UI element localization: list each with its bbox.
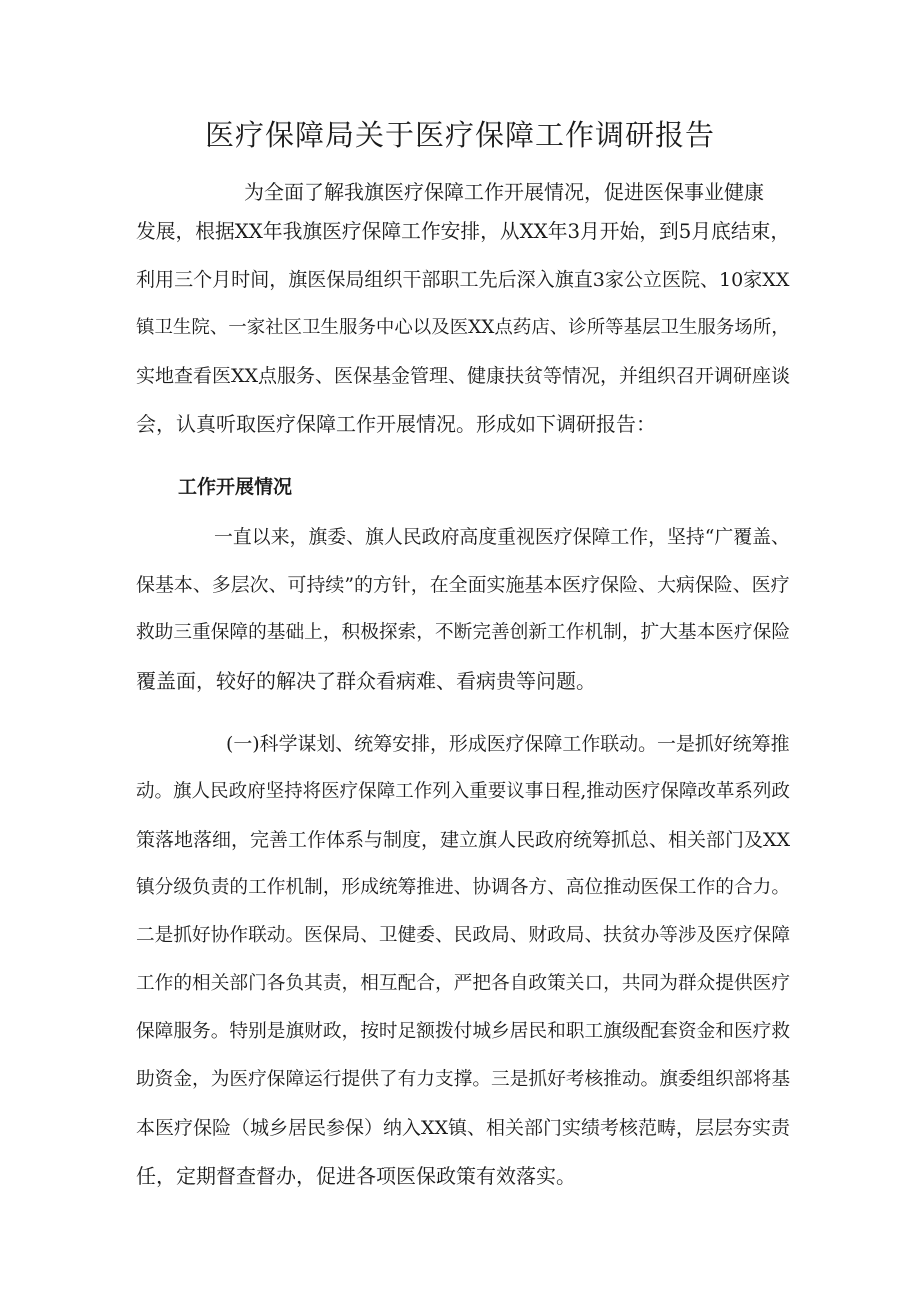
para1-line-1: 一直以来，旗委、旗人民政府高度重视医疗保障工作，坚持“广覆盖、 — [214, 526, 790, 548]
intro-line-1: 为全面了解我旗医疗保障工作开展情况，促进医保事业健康 — [244, 180, 764, 204]
para1-line-4: 覆盖面，较好的解决了群众看病难、看病贵等问题。 — [136, 669, 596, 693]
para2-line-8: 助资金，为医疗保障运行提供了有力支撑。三是抓好考核推动。旗委组织部将基 — [136, 1069, 791, 1090]
section-heading: 工作开展情况 — [178, 476, 293, 498]
page-title: 医疗保障局关于医疗保障工作调研报告 — [204, 118, 715, 152]
para1-line-3: 救助三重保障的基础上，积极探索，不断完善创新工作机制，扩大基本医疗保险 — [136, 622, 791, 643]
intro-line-2: 发展，根据XX年我旗医疗保障工作安排，从XX年3月开始，到5月底结束， — [136, 220, 791, 243]
para2-line-6: 工作的相关部门各负其责，相互配合，严把各自政策关口，共同为群众提供医疗 — [136, 973, 791, 994]
para2-line-1: (一)科学谋划、统筹安排，形成医疗保障工作联动。一是抓好统筹推 — [226, 733, 790, 755]
para2-line-4: 镇分级负责的工作机制，形成统筹推进、协调各方、高位推动医保工作的合力。 — [136, 877, 791, 898]
para1-line-2: 保基本、多层次、可持续”的方针，在全面实施基本医疗保险、大病保险、医疗 — [136, 574, 790, 596]
para2-line-9: 本医疗保险（城乡居民参保）纳入XX镇、相关部门实绩考核范畴，层层夯实责 — [136, 1117, 791, 1139]
intro-line-4: 镇卫生院、一家社区卫生服务中心以及医XX点药店、诊所等基层卫生服务场所， — [136, 317, 790, 338]
para2-line-2: 动。旗人民政府坚持将医疗保障工作列入重要议事日程,推动医疗保障改革系列政 — [136, 781, 790, 802]
para2-line-3: 策落地落细，完善工作体系与制度，建立旗人民政府统筹抓总、相关部门及XX — [136, 829, 791, 851]
para2-line-7: 保障服务。特别是旗财政，按时足额拨付城乡居民和职工旗级配套资金和医疗救 — [136, 1021, 791, 1042]
intro-line-6: 会，认真听取医疗保障工作开展情况。形成如下调研报告： — [136, 412, 656, 436]
intro-line-3: 利用三个月时间，旗医保局组织干部职工先后深入旗直3家公立医院、10家XX — [136, 269, 790, 291]
intro-line-5: 实地查看医XX点服务、医保基金管理、健康扶贫等情况，并组织召开调研座谈 — [136, 365, 791, 387]
para2-line-10: 任，定期督查督办，促进各项医保政策有效落实。 — [136, 1164, 576, 1188]
para2-line-5: 二是抓好协作联动。医保局、卫健委、民政局、财政局、扶贫办等涉及医疗保障 — [136, 925, 791, 946]
